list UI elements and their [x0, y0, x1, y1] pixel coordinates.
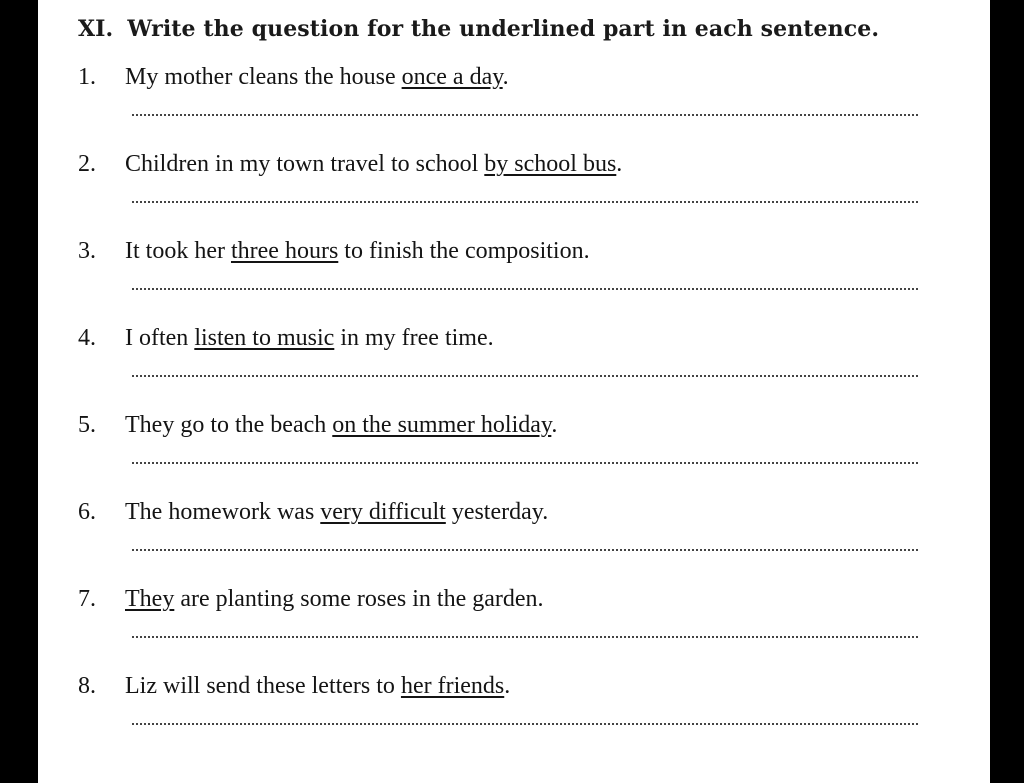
answer-line[interactable]: [132, 462, 918, 464]
question-item-3: [38, 236, 990, 323]
sentence-text-before: Liz will send these letters to: [125, 673, 401, 699]
sentence-text-before: My mother cleans the house: [125, 64, 402, 90]
sentence: [78, 584, 544, 614]
answer-line[interactable]: [132, 288, 918, 290]
answer-line[interactable]: [132, 549, 918, 551]
sentence-text-before: I often: [125, 325, 195, 351]
sentence-text-after: to finish the composition.: [338, 238, 590, 264]
sentence-text-after: in my free time.: [334, 325, 494, 351]
sentence: [78, 497, 548, 527]
sentence: [78, 410, 557, 440]
sentence-text-before: The homework was: [125, 499, 321, 525]
underlined-part: by school bus: [484, 151, 617, 177]
worksheet-page: [38, 0, 990, 783]
sentence-text-after: .: [504, 673, 511, 699]
answer-line[interactable]: [132, 114, 918, 116]
question-item-2: [38, 149, 990, 236]
item-number: 7.: [78, 586, 96, 612]
item-number: 3.: [78, 238, 96, 264]
exercise-instruction: Write the question for the underlined part in each sentence.: [127, 16, 880, 42]
exercise-number: XI.: [78, 16, 114, 42]
sentence-text-after: .: [551, 412, 558, 438]
answer-line[interactable]: [132, 375, 918, 377]
answer-line[interactable]: [132, 723, 918, 725]
sentence-text-after: are planting some roses in the garden.: [174, 586, 544, 612]
item-number: 2.: [78, 151, 96, 177]
sentence-text-after: .: [502, 64, 509, 90]
underlined-part: listen to music: [194, 325, 335, 351]
question-item-8: [38, 671, 990, 758]
item-number: 5.: [78, 412, 96, 438]
question-item-4: [38, 323, 990, 410]
underlined-part: once a day: [401, 64, 503, 90]
sentence: [78, 149, 622, 179]
sentence-text-after: yesterday.: [445, 499, 549, 525]
sentence-text-before: They go to the beach: [125, 412, 333, 438]
sentence-text-before: It took her: [125, 238, 231, 264]
exercise-heading: [78, 16, 879, 42]
question-item-6: [38, 497, 990, 584]
sentence-text-after: .: [616, 151, 623, 177]
item-number: 8.: [78, 673, 96, 699]
sentence-text-before: Children in my town travel to school: [125, 151, 485, 177]
sentence: [78, 671, 510, 701]
question-item-7: [38, 584, 990, 671]
item-number: 6.: [78, 499, 96, 525]
answer-line[interactable]: [132, 201, 918, 203]
underlined-part: three hours: [230, 238, 339, 264]
underlined-part: her friends: [400, 673, 505, 699]
answer-line[interactable]: [132, 636, 918, 638]
sentence: [78, 62, 509, 92]
underlined-part: very difficult: [320, 499, 446, 525]
item-number: 4.: [78, 325, 96, 351]
sentence: [78, 236, 590, 266]
underlined-part: on the summer holiday: [332, 412, 552, 438]
question-item-5: [38, 410, 990, 497]
question-item-1: [38, 62, 990, 149]
underlined-part: They: [125, 586, 175, 612]
item-number: 1.: [78, 64, 96, 90]
sentence: [78, 323, 494, 353]
